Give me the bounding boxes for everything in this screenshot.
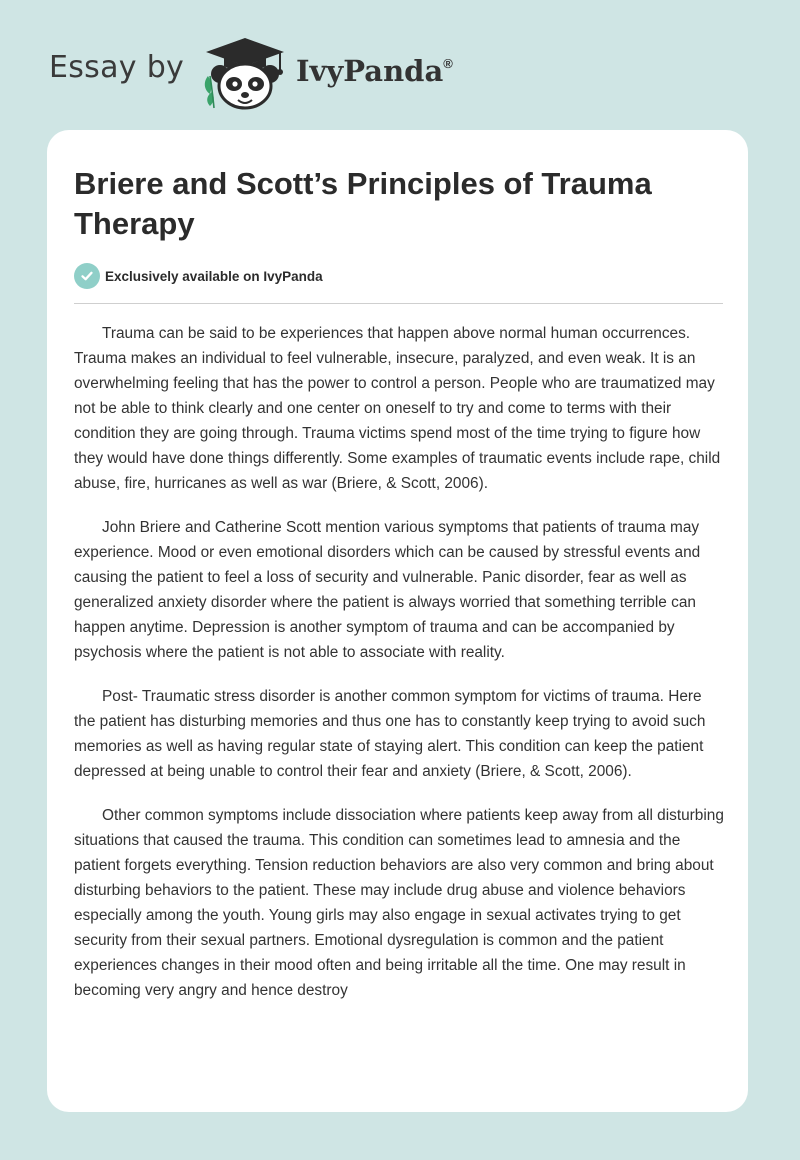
paragraph-3: Post- Traumatic stress disorder is another common symptom for victims of trauma. Here the patient has disturbing memories and thus one has to constantly keep trying to avoid such memories as well as having regular state of staying alert. This condition can keep the patient depressed at being unable to control their fear and anxiety (Briere, & Scott, 2006).	[74, 688, 706, 780]
trademark-mark: ®	[443, 56, 453, 71]
essay-by-label: Essay by	[49, 50, 185, 85]
essay-card	[47, 130, 748, 1112]
site-header	[0, 0, 800, 130]
title-divider	[74, 303, 723, 304]
paragraph-4: Other common symptoms include dissociation where patients keep away from all disturbing situations that caused the trauma. This condition can sometimes lead to amnesia and the patient forgets everything. Tension reduction behaviors are also very common and bring about disturbing behaviors to the patient. These may include drug abuse and violence behaviors especially among the youth. Young girls may also engage in sexual activates trying to get security from their sexual partners. Emotional dysregulation is common and the patient experiences changes in their mood often and being irritable all the time. One may result in becoming very angry and hence destroy	[74, 807, 724, 999]
panda-logo-icon[interactable]	[200, 36, 290, 110]
brand-name[interactable]: IvyPanda®	[296, 54, 453, 88]
page-title: Briere and Scott’s Principles of Trauma Therapy	[74, 166, 652, 241]
exclusive-badge-label: Exclusively available on IvyPanda	[105, 268, 323, 284]
exclusive-badge	[74, 263, 323, 289]
paragraph-1: Trauma can be said to be experiences that happen above normal human occurrences. Trauma makes an individual to feel vulnerable, insecure, paralyzed, and even weak. It is an overwhelming feeling that has the power to control a person. People who are traumatized may not be able to think clearly and one center on oneself to try and come to terms with their condition they are going through. Trauma victims spend most of the time trying to figure how they would have done things differently. Some examples of traumatic events include rape, child abuse, fire, hurricanes as well as war (Briere, & Scott, 2006).	[74, 325, 721, 492]
check-circle-icon	[74, 263, 100, 289]
essay-body	[74, 321, 724, 1022]
paragraph-2: John Briere and Catherine Scott mention various symptoms that patients of trauma may experience. Mood or even emotional disorders which can be caused by stressful events and causing the patient to feel a loss of security and vulnerable. Panic disorder, fear as well as generalized anxiety disorder where the patient is always worried that something terrible can happen anytime. Depression is another symptom of trauma and can be accompanied by psychosis where the patient is not able to associate with reality.	[74, 519, 701, 661]
